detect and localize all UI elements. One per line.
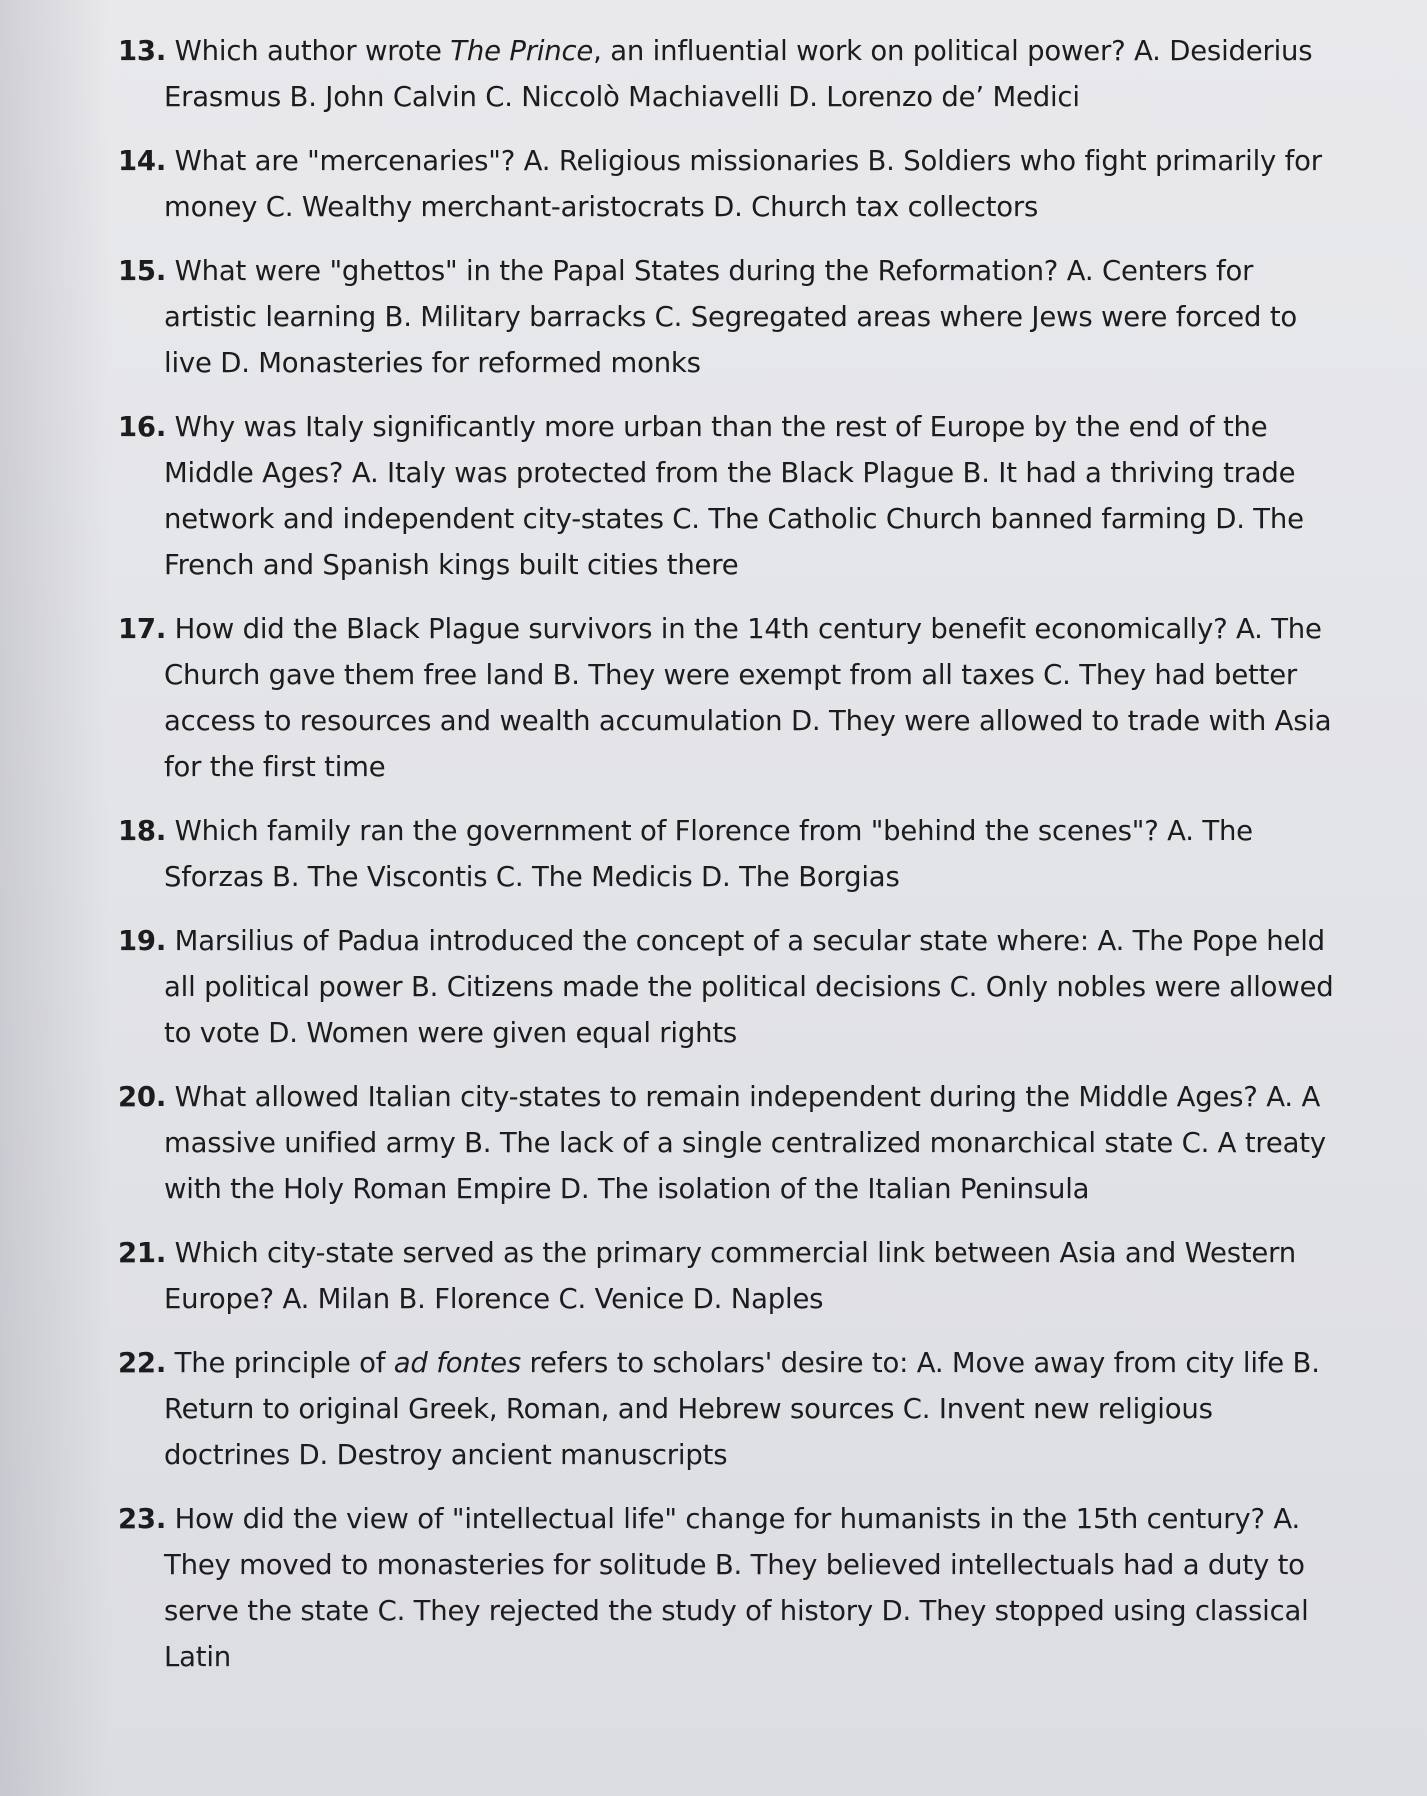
question-23 bbox=[118, 1496, 1337, 1680]
question-number: 23. bbox=[118, 1503, 167, 1535]
question-19 bbox=[118, 918, 1337, 1056]
question-20 bbox=[118, 1074, 1337, 1212]
question-number: 19. bbox=[118, 925, 167, 957]
question-22 bbox=[118, 1340, 1337, 1478]
question-text: Which author wrote The Prince, an influential work on political power? A. Desiderius Erasmus B. John Calvin C. Niccolò Machiavelli D. Lorenzo de’ Medici bbox=[164, 35, 1313, 113]
question-18 bbox=[118, 808, 1337, 900]
question-number: 14. bbox=[118, 145, 167, 177]
question-number: 16. bbox=[118, 411, 167, 443]
question-text: What are "mercenaries"? A. Religious missionaries B. Soldiers who fight primarily for money C. Wealthy merchant-aristocrats D. Church tax collectors bbox=[164, 145, 1322, 223]
question-14 bbox=[118, 138, 1337, 230]
question-text: What were "ghettos" in the Papal States during the Reformation? A. Centers for artistic learning B. Military barracks C. Segregated areas where Jews were forced to live D. Monasteries for reformed monks bbox=[164, 255, 1298, 379]
book-title: The Prince bbox=[450, 35, 594, 67]
question-21 bbox=[118, 1230, 1337, 1322]
question-text: Marsilius of Padua introduced the concept of a secular state where: A. The Pope held all political power B. Citizens made the political decisions C. Only nobles were allowed to vote D. Women were given equal rights bbox=[164, 925, 1334, 1049]
question-13 bbox=[118, 28, 1337, 120]
question-number: 18. bbox=[118, 815, 167, 847]
question-17 bbox=[118, 606, 1337, 790]
question-text: How did the view of "intellectual life" change for humanists in the 15th century? A. They moved to monasteries for solitude B. They believed intellectuals had a duty to serve the state C. They rejected the study of history D. They stopped using classical Latin bbox=[164, 1503, 1309, 1673]
latin-term: ad fontes bbox=[393, 1347, 521, 1379]
question-16 bbox=[118, 404, 1337, 588]
question-text: How did the Black Plague survivors in the 14th century benefit economically? A. The Church gave them free land B. They were exempt from all taxes C. They had better access to resources and wealth accumulation D. They were allowed to trade with Asia for the first time bbox=[164, 613, 1332, 783]
question-number: 20. bbox=[118, 1081, 167, 1113]
page-shadow bbox=[0, 0, 110, 1796]
question-text: Which family ran the government of Florence from "behind the scenes"? A. The Sforzas B. The Viscontis C. The Medicis D. The Borgias bbox=[164, 815, 1253, 893]
question-text: Why was Italy significantly more urban than the rest of Europe by the end of the Middle Ages? A. Italy was protected from the Black Plague B. It had a thriving trade network and independent city-states C. The Catholic Church banned farming D. The French and Spanish kings built cities there bbox=[164, 411, 1304, 581]
question-number: 13. bbox=[118, 35, 167, 67]
question-number: 17. bbox=[118, 613, 167, 645]
question-number: 21. bbox=[118, 1237, 167, 1269]
question-15 bbox=[118, 248, 1337, 386]
question-text: The principle of ad fontes refers to scholars' desire to: A. Move away from city life B. Return to original Greek, Roman, and Hebrew sources C. Invent new religious doctrines D. Destroy ancient manuscripts bbox=[164, 1347, 1320, 1471]
question-number: 15. bbox=[118, 255, 167, 287]
question-number: 22. bbox=[118, 1347, 167, 1379]
question-text: Which city-state served as the primary commercial link between Asia and Western Europe? A. Milan B. Florence C. Venice D. Naples bbox=[164, 1237, 1296, 1315]
question-text: What allowed Italian city-states to remain independent during the Middle Ages? A. A massive unified army B. The lack of a single centralized monarchical state C. A treaty with the Holy Roman Empire D. The isolation of the Italian Peninsula bbox=[164, 1081, 1326, 1205]
